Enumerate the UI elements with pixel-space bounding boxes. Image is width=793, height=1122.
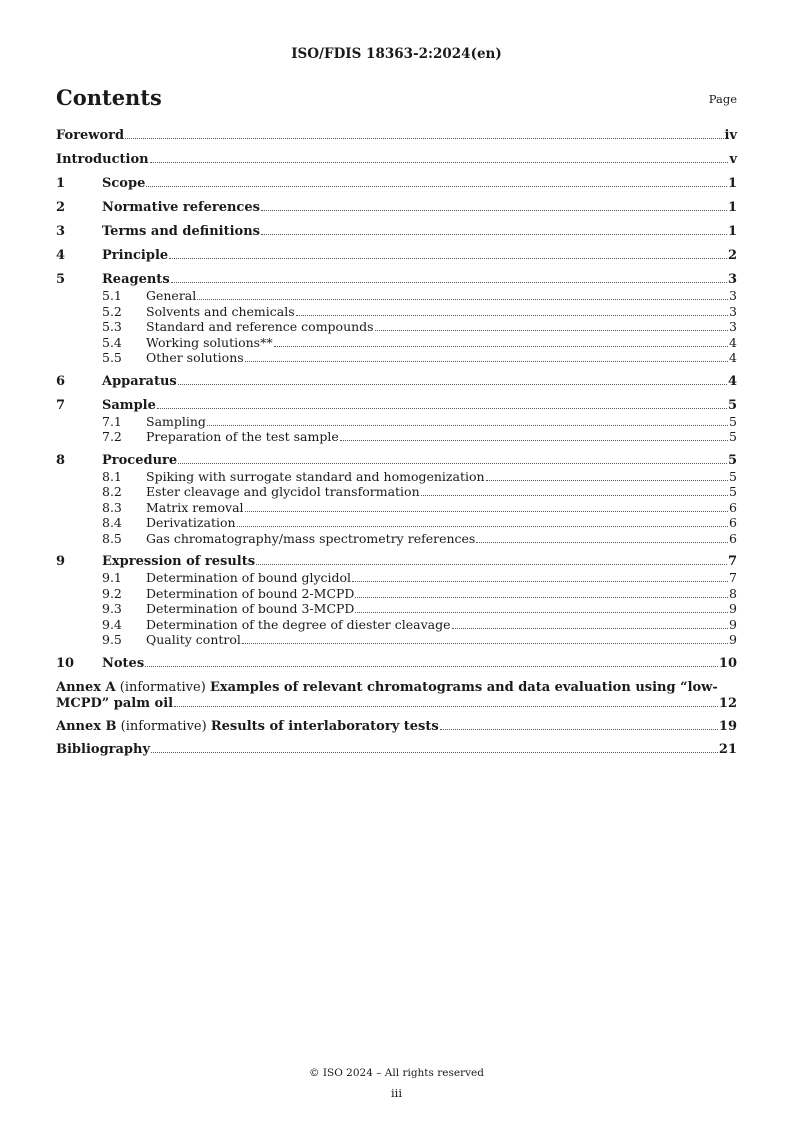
toc-entry-title: Principle: [102, 248, 169, 263]
toc-entry-number: 9: [56, 554, 66, 569]
toc-entry-title: Reagents: [102, 272, 170, 287]
toc-entry-number: 1: [56, 176, 66, 191]
toc-entry-subclause[interactable]: [56, 350, 737, 366]
toc-entry-clause[interactable]: [56, 374, 737, 390]
toc-entry-title: Determination of the degree of diester cleavage: [146, 616, 451, 632]
toc-entry-number: 9.5: [102, 632, 122, 647]
dot-leader: [125, 138, 723, 139]
toc-entry-page: 3: [729, 319, 737, 334]
toc-entry-page: 21: [718, 741, 737, 757]
toc-entry-clause[interactable]: [56, 272, 737, 288]
dot-leader: [375, 330, 728, 331]
toc-entry-title: Bibliography: [56, 741, 151, 757]
toc-entry-clause[interactable]: [56, 453, 737, 469]
toc-entry-title: Sampling: [146, 413, 206, 429]
toc-entry-page: 19: [718, 718, 737, 734]
toc-entry-subclause[interactable]: [56, 288, 737, 304]
toc-entry-clause[interactable]: [56, 398, 737, 414]
annex-title-line2: MCPD” palm oil: [56, 695, 174, 711]
dot-leader: [178, 384, 727, 385]
toc-entry-number: 8.3: [102, 499, 122, 515]
toc-entry-subclause[interactable]: [56, 304, 737, 320]
clauses-list: [56, 176, 737, 672]
toc-entry-page: 3: [729, 288, 737, 303]
dot-leader: [355, 597, 728, 598]
toc-entry-title: Sample: [102, 397, 156, 413]
toc-entry-title: Expression of results: [102, 554, 256, 569]
toc-entry-number: 8.4: [102, 515, 122, 530]
toc-entry-page: v: [729, 152, 737, 167]
toc-entry-title: Standard and reference compounds: [146, 319, 374, 334]
toc-entry-number: 5.5: [102, 350, 122, 365]
toc-entry-page: 5: [729, 429, 737, 444]
annex-title: Results of interlaboratory tests: [210, 718, 439, 734]
toc-entry-number: 8.1: [102, 468, 122, 484]
toc-entry-title: Apparatus: [102, 373, 177, 389]
page-number: iii: [390, 1086, 403, 1100]
dot-leader: [340, 440, 728, 441]
dot-leader: [157, 408, 727, 409]
dot-leader: [150, 162, 729, 163]
toc-entry-page: 3: [729, 303, 737, 319]
dot-leader: [261, 234, 727, 235]
dot-leader: [245, 361, 728, 362]
toc-entry-page: iv: [724, 128, 737, 143]
toc-entry-annex-a[interactable]: [56, 680, 737, 711]
dot-leader: [476, 542, 728, 543]
toc-entry-subclause[interactable]: [56, 414, 737, 430]
toc-entry-page: 5: [729, 468, 737, 484]
annex-label: Annex A: [56, 679, 116, 695]
toc-entry-page: 9: [729, 601, 737, 616]
toc-entry-title: Derivatization: [146, 515, 236, 530]
toc-entry-annex-b[interactable]: [56, 719, 737, 734]
toc-entry-page: 4: [729, 350, 737, 365]
toc-entry-title: Foreword: [56, 128, 125, 143]
toc-entry-page: 1: [727, 200, 737, 215]
toc-entry-title: Introduction: [56, 152, 149, 167]
toc-entry-subclause[interactable]: [56, 484, 737, 500]
toc-entry-subclause[interactable]: [56, 500, 737, 516]
document-header: ISO/FDIS 18363-2:2024(en): [291, 46, 502, 62]
toc-entry-foreword[interactable]: [56, 128, 737, 144]
table-of-contents: [56, 128, 737, 758]
toc-entry-page: 4: [727, 373, 737, 389]
toc-entry-subclause[interactable]: [56, 531, 737, 547]
copyright-footer: © ISO 2024 – All rights reserved: [309, 1067, 484, 1079]
toc-entry-bibliography[interactable]: [56, 742, 737, 758]
dot-leader: [274, 346, 728, 347]
toc-entry-clause[interactable]: [56, 200, 737, 216]
dot-leader: [486, 480, 728, 481]
annex-type: (informative): [120, 718, 207, 734]
toc-entry-page: 5: [727, 452, 737, 468]
toc-entry-number: 10: [56, 655, 75, 671]
toc-entry-number: 4: [56, 248, 66, 263]
toc-entry-subclause[interactable]: [56, 469, 737, 485]
toc-entry-number: 5.1: [102, 288, 122, 303]
dot-leader: [296, 315, 728, 316]
toc-entry-subclause[interactable]: [56, 601, 737, 617]
toc-entry-clause[interactable]: [56, 224, 737, 240]
toc-entry-page: 5: [729, 413, 737, 429]
toc-entry-number: 9.4: [102, 616, 122, 632]
toc-entry-page: 12: [718, 695, 737, 711]
toc-entry-page: 5: [727, 397, 737, 413]
toc-entry-subclause[interactable]: [56, 335, 737, 351]
contents-title: Contents: [56, 85, 162, 110]
dot-leader: [151, 752, 718, 753]
toc-entry-number: 7: [56, 397, 66, 413]
annex-label: Annex B: [56, 718, 117, 734]
dot-leader: [242, 643, 728, 644]
toc-entry-title: Preparation of the test sample: [146, 429, 339, 444]
toc-entry-title: Notes: [102, 655, 145, 671]
toc-entry-page: 5: [729, 484, 737, 499]
annex-title-line1: Examples of relevant chromatograms and data evaluation using “low-: [209, 679, 718, 695]
toc-entry-subclause[interactable]: [56, 570, 737, 586]
toc-entry-title: Spiking with surrogate standard and homogenization: [146, 468, 485, 484]
toc-entry-page: 7: [729, 570, 737, 585]
toc-entry-page: 1: [727, 224, 737, 239]
dot-leader: [197, 299, 728, 300]
toc-entry-clause[interactable]: [56, 248, 737, 264]
toc-entry-page: 4: [729, 334, 737, 350]
toc-entry-subclause[interactable]: [56, 617, 737, 633]
toc-entry-title: General: [146, 288, 197, 303]
toc-entry-page: 9: [729, 632, 737, 647]
dot-leader: [452, 628, 729, 629]
toc-entry-subclause[interactable]: [56, 429, 737, 445]
toc-entry-subclause[interactable]: [56, 319, 737, 335]
page-column-label: Page: [708, 92, 737, 106]
toc-entry-title: Normative references: [102, 200, 260, 215]
toc-entry-number: 7.1: [102, 413, 122, 429]
toc-entry-title: Determination of bound 3-MCPD: [146, 601, 355, 616]
toc-entry-title: Other solutions: [146, 350, 244, 365]
toc-entry-title: Matrix removal: [146, 499, 244, 515]
dot-leader: [440, 729, 718, 730]
toc-entry-title: Gas chromatography/mass spectrometry references: [146, 530, 476, 546]
dot-leader: [421, 495, 728, 496]
dot-leader: [171, 282, 727, 283]
toc-entry-number: 5.4: [102, 334, 122, 350]
toc-entry-introduction[interactable]: [56, 152, 737, 168]
dot-leader: [352, 581, 728, 582]
toc-entry-page: 1: [727, 176, 737, 191]
toc-entry-page: 2: [727, 248, 737, 263]
toc-entry-title: Working solutions**: [146, 334, 273, 350]
toc-entry-number: 7.2: [102, 429, 122, 444]
dot-leader: [174, 706, 718, 707]
toc-entry-subclause[interactable]: [56, 515, 737, 531]
toc-entry-number: 5: [56, 272, 66, 287]
toc-entry-number: 5.3: [102, 319, 122, 334]
toc-entry-number: 9.3: [102, 601, 122, 616]
dot-leader: [145, 666, 718, 667]
toc-entry-page: 10: [718, 655, 737, 671]
toc-entry-page: 7: [727, 554, 737, 569]
toc-entry-title: Quality control: [146, 632, 241, 647]
dot-leader: [237, 526, 728, 527]
toc-entry-title: Determination of bound glycidol: [146, 570, 352, 585]
toc-entry-number: 2: [56, 200, 66, 215]
dot-leader: [207, 425, 728, 426]
dot-leader: [169, 258, 727, 259]
toc-entry-number: 8.2: [102, 484, 122, 499]
toc-entry-subclause[interactable]: [56, 632, 737, 648]
toc-entry-number: 9.2: [102, 585, 122, 601]
toc-entry-page: 3: [727, 272, 737, 287]
toc-entry-title: Terms and definitions: [102, 224, 260, 239]
toc-entry-title: Solvents and chemicals: [146, 303, 295, 319]
toc-entry-number: 9.1: [102, 570, 122, 585]
toc-entry-title: Scope: [102, 176, 146, 191]
dot-leader: [245, 511, 729, 512]
toc-entry-title: Ester cleavage and glycidol transformation: [146, 484, 420, 499]
toc-entry-page: 9: [729, 616, 737, 632]
annex-type: (informative): [119, 679, 206, 695]
toc-entry-page: 6: [729, 499, 737, 515]
dot-leader: [178, 463, 727, 464]
toc-entry-clause[interactable]: [56, 176, 737, 192]
toc-entry-title: Procedure: [102, 452, 178, 468]
dot-leader: [355, 612, 728, 613]
toc-entry-clause[interactable]: [56, 554, 737, 570]
toc-entry-title: Determination of bound 2-MCPD: [146, 585, 355, 601]
toc-entry-page: 6: [729, 515, 737, 530]
toc-entry-number: 5.2: [102, 303, 122, 319]
toc-entry-number: 6: [56, 373, 66, 389]
toc-entry-page: 6: [729, 530, 737, 546]
dot-leader: [146, 186, 727, 187]
dot-leader: [261, 210, 727, 211]
toc-entry-number: 8.5: [102, 530, 122, 546]
toc-entry-clause[interactable]: [56, 656, 737, 672]
toc-entry-page: 8: [729, 585, 737, 601]
toc-entry-number: 8: [56, 452, 66, 468]
toc-entry-number: 3: [56, 224, 66, 239]
toc-entry-subclause[interactable]: [56, 586, 737, 602]
dot-leader: [256, 564, 727, 565]
